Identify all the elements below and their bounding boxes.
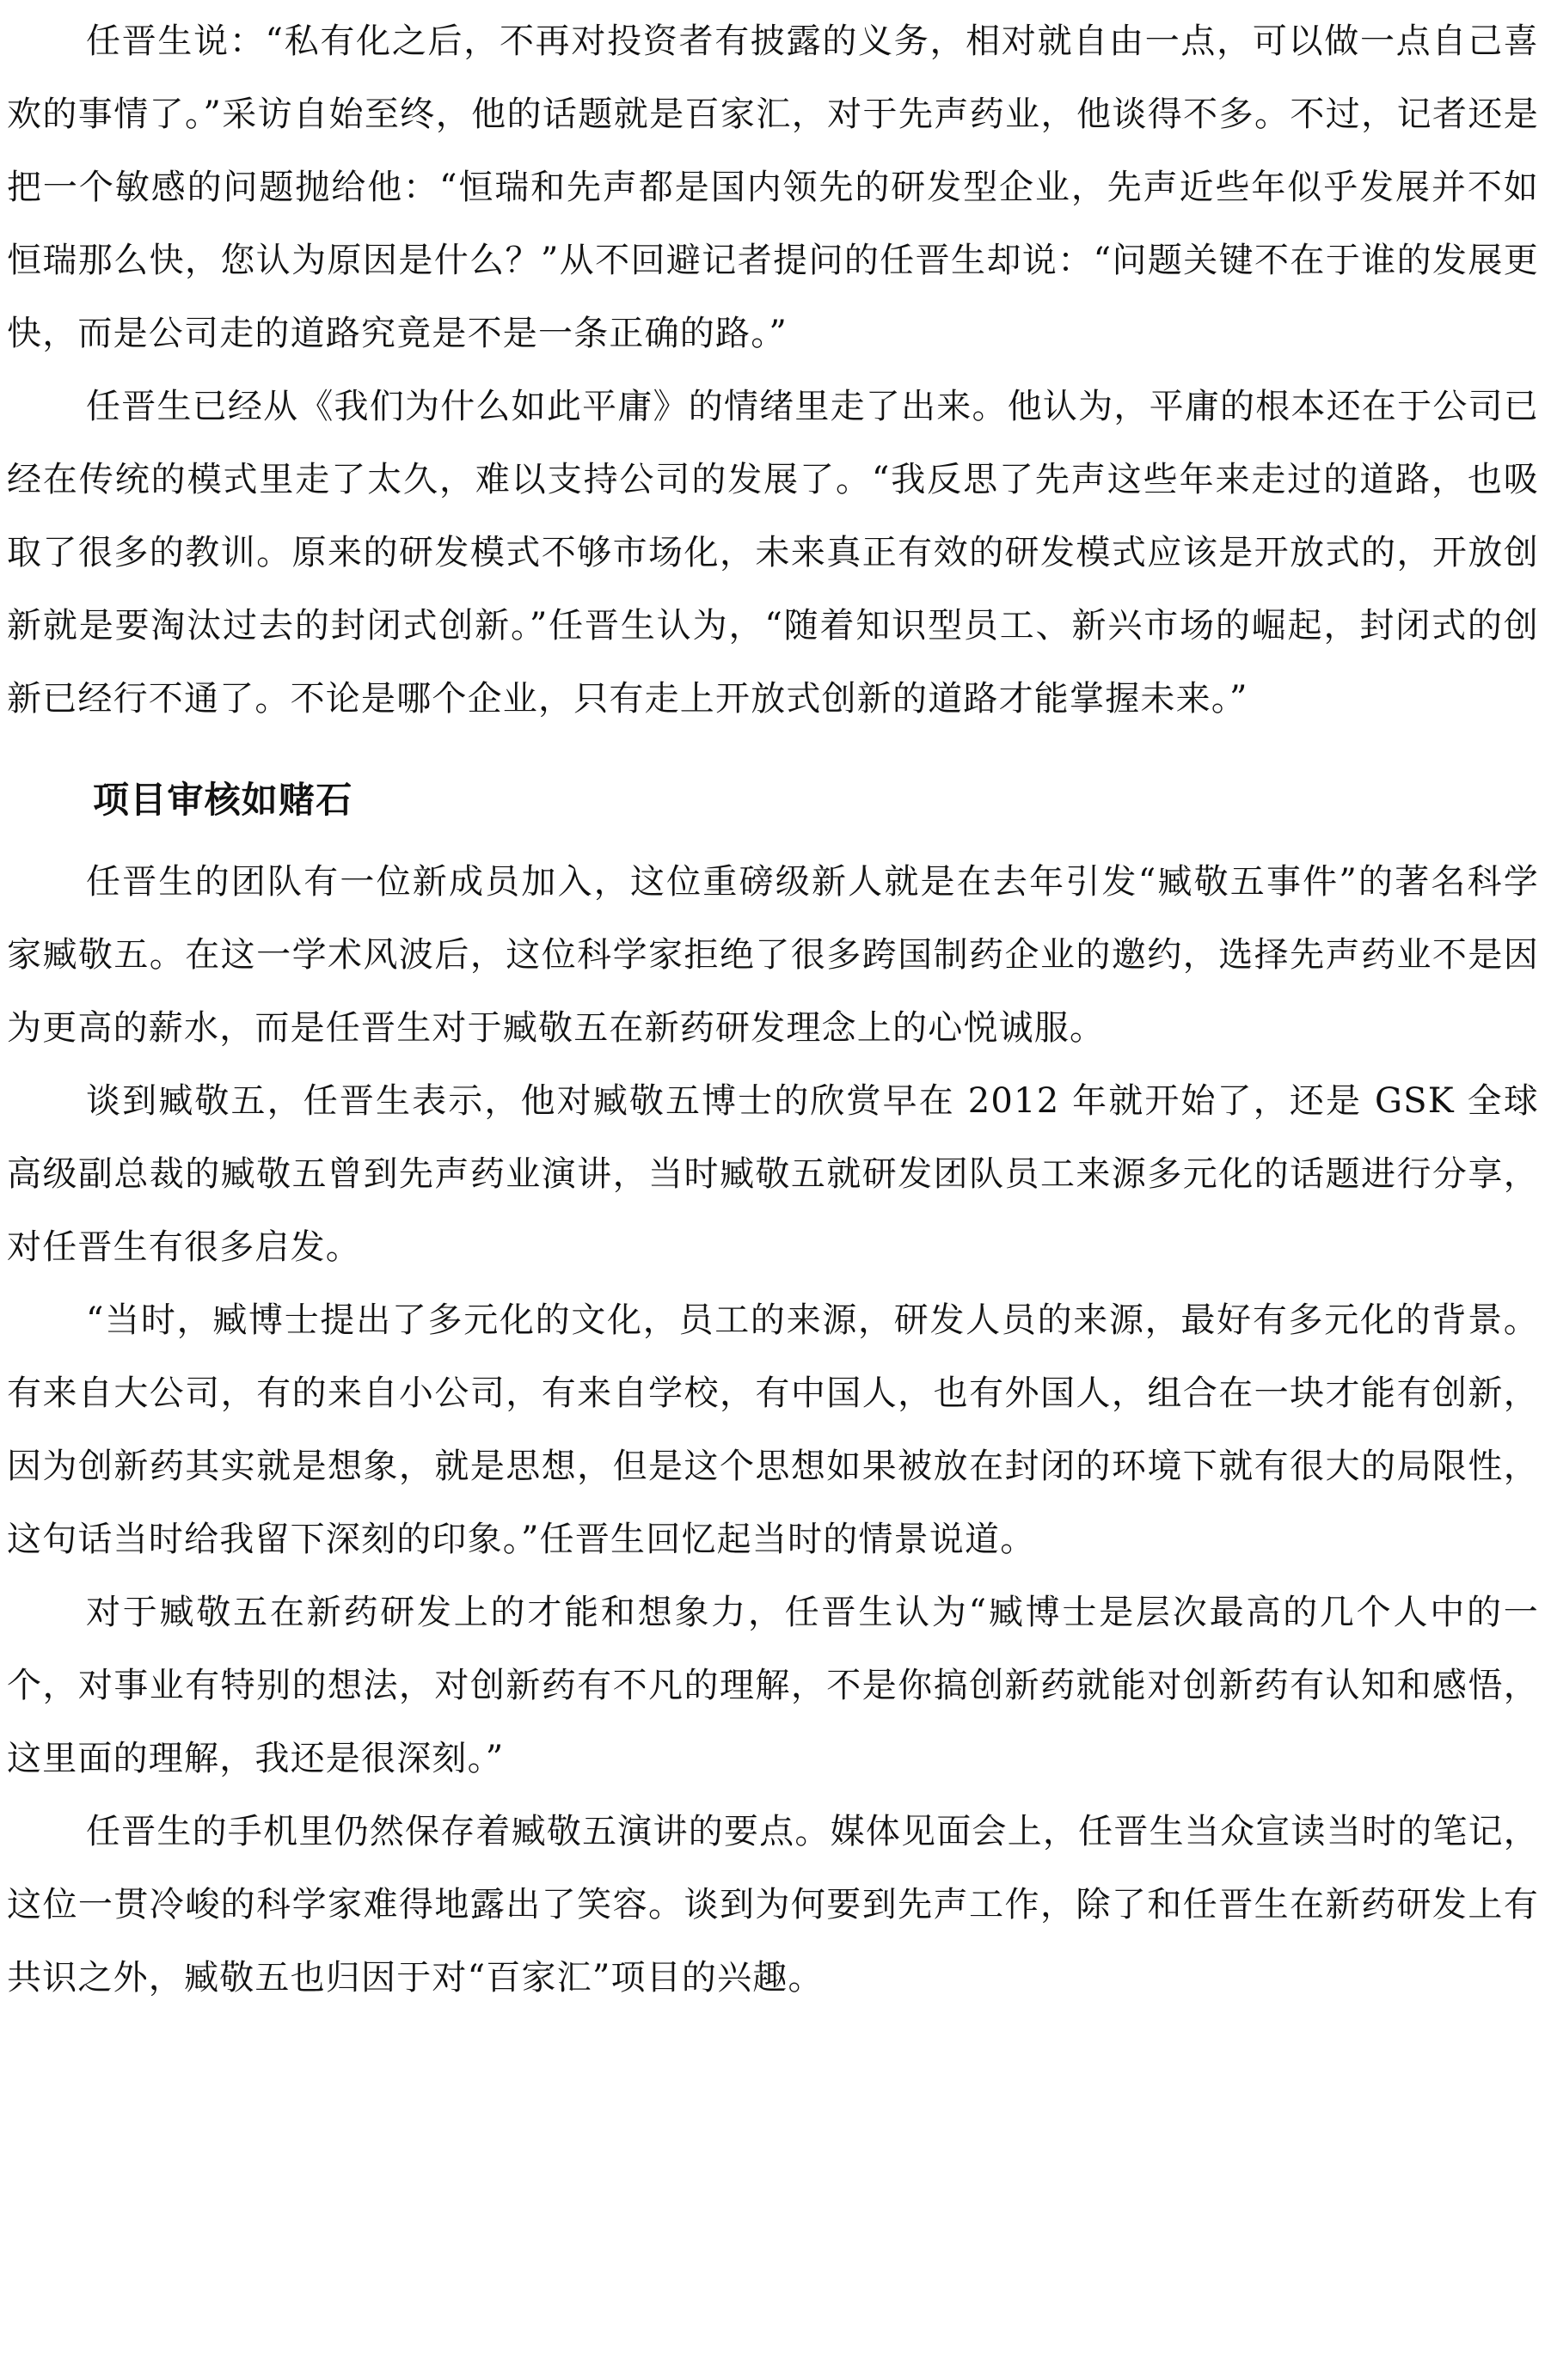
- paragraph-open-innovation-intro: 任晋生说：“私有化之后，不再对投资者有披露的义务，相对就自由一点，可以做一点自己喜欢的事情了。”采访自始至终，他的话题就是百家汇，对于先声药业，他谈得不多。不过，记者还是把一个敏感的问题抛给他：“恒瑞和先声都是国内领先的研发型企业，先声近些年似乎发展并不如恒瑞那么快，您认为原因是什么？”从不回避记者提问的任晋生却说：“问题关键不在于谁的发展更快，而是公司走的道路究竟是不是一条正确的路。”: [7, 21, 1539, 353]
- section-heading: 项目审核如赌石: [93, 779, 353, 821]
- paragraph-phone-notes: 任晋生的手机里仍然保存着臧敬五演讲的要点。媒体见面会上，任晋生当众宣读当时的笔记，这位一贯冷峻的科学家难得地露出了笑容。谈到为何要到先声工作，除了和任晋生在新药研发上有共识之外，臧敬五也归因于对“百家汇”项目的兴趣。: [7, 1812, 1539, 1998]
- paragraph-new-member: 任晋生的团队有一位新成员加入，这位重磅级新人就是在去年引发“臧敬五事件”的著名科学家臧敬五。在这一学术风波后，这位科学家拒绝了很多跨国制药企业的邀约，选择先声药业不是因为更高的薪水，而是任晋生对于臧敬五在新药研发理念上的心悦诚服。: [7, 862, 1539, 1048]
- paragraph-talent-opinion: 对于臧敬五在新药研发上的才能和想象力，任晋生认为“臧博士是层次最高的几个人中的一个，对事业有特别的想法，对创新药有不凡的理解，不是你搞创新药就能对创新药有认知和感悟，这里面的理解，我还是很深刻。”: [7, 1593, 1539, 1778]
- paragraph-diversity-quote: “当时，臧博士提出了多元化的文化，员工的来源，研发人员的来源，最好有多元化的背景。有来自大公司，有的来自小公司，有来自学校，有中国人，也有外国人，组合在一块才能有创新，因为创新药其实就是想象，就是思想，但是这个思想如果被放在封闭的环境下就有很大的局限性，这句话当时给我留下深刻的印象。”任晋生回忆起当时的情景说道。: [7, 1300, 1539, 1559]
- document-page: [7, 5, 1539, 2015]
- paragraph-mediocrity-reflection: 任晋生已经从《我们为什么如此平庸》的情绪里走了出来。他认为，平庸的根本还在于公司已经在传统的模式里走了太久，难以支持公司的发展了。“我反思了先声这些年来走过的道路，也吸取了很多的教训。原来的研发模式不够市场化，未来真正有效的研发模式应该是开放式的，开放创新就是要淘汰过去的封闭式创新。”任晋生认为，“随着知识型员工、新兴市场的崛起，封闭式的创新已经行不通了。不论是哪个企业，只有走上开放式创新的道路才能掌握未来。”: [7, 387, 1539, 719]
- paragraph-2012-speech: 谈到臧敬五，任晋生表示，他对臧敬五博士的欣赏早在 2012 年就开始了，还是 GSK 全球高级副总裁的臧敬五曾到先声药业演讲，当时臧敬五就研发团队员工来源多元化的话题进行分享，对任晋生有很多启发。: [7, 1081, 1539, 1267]
